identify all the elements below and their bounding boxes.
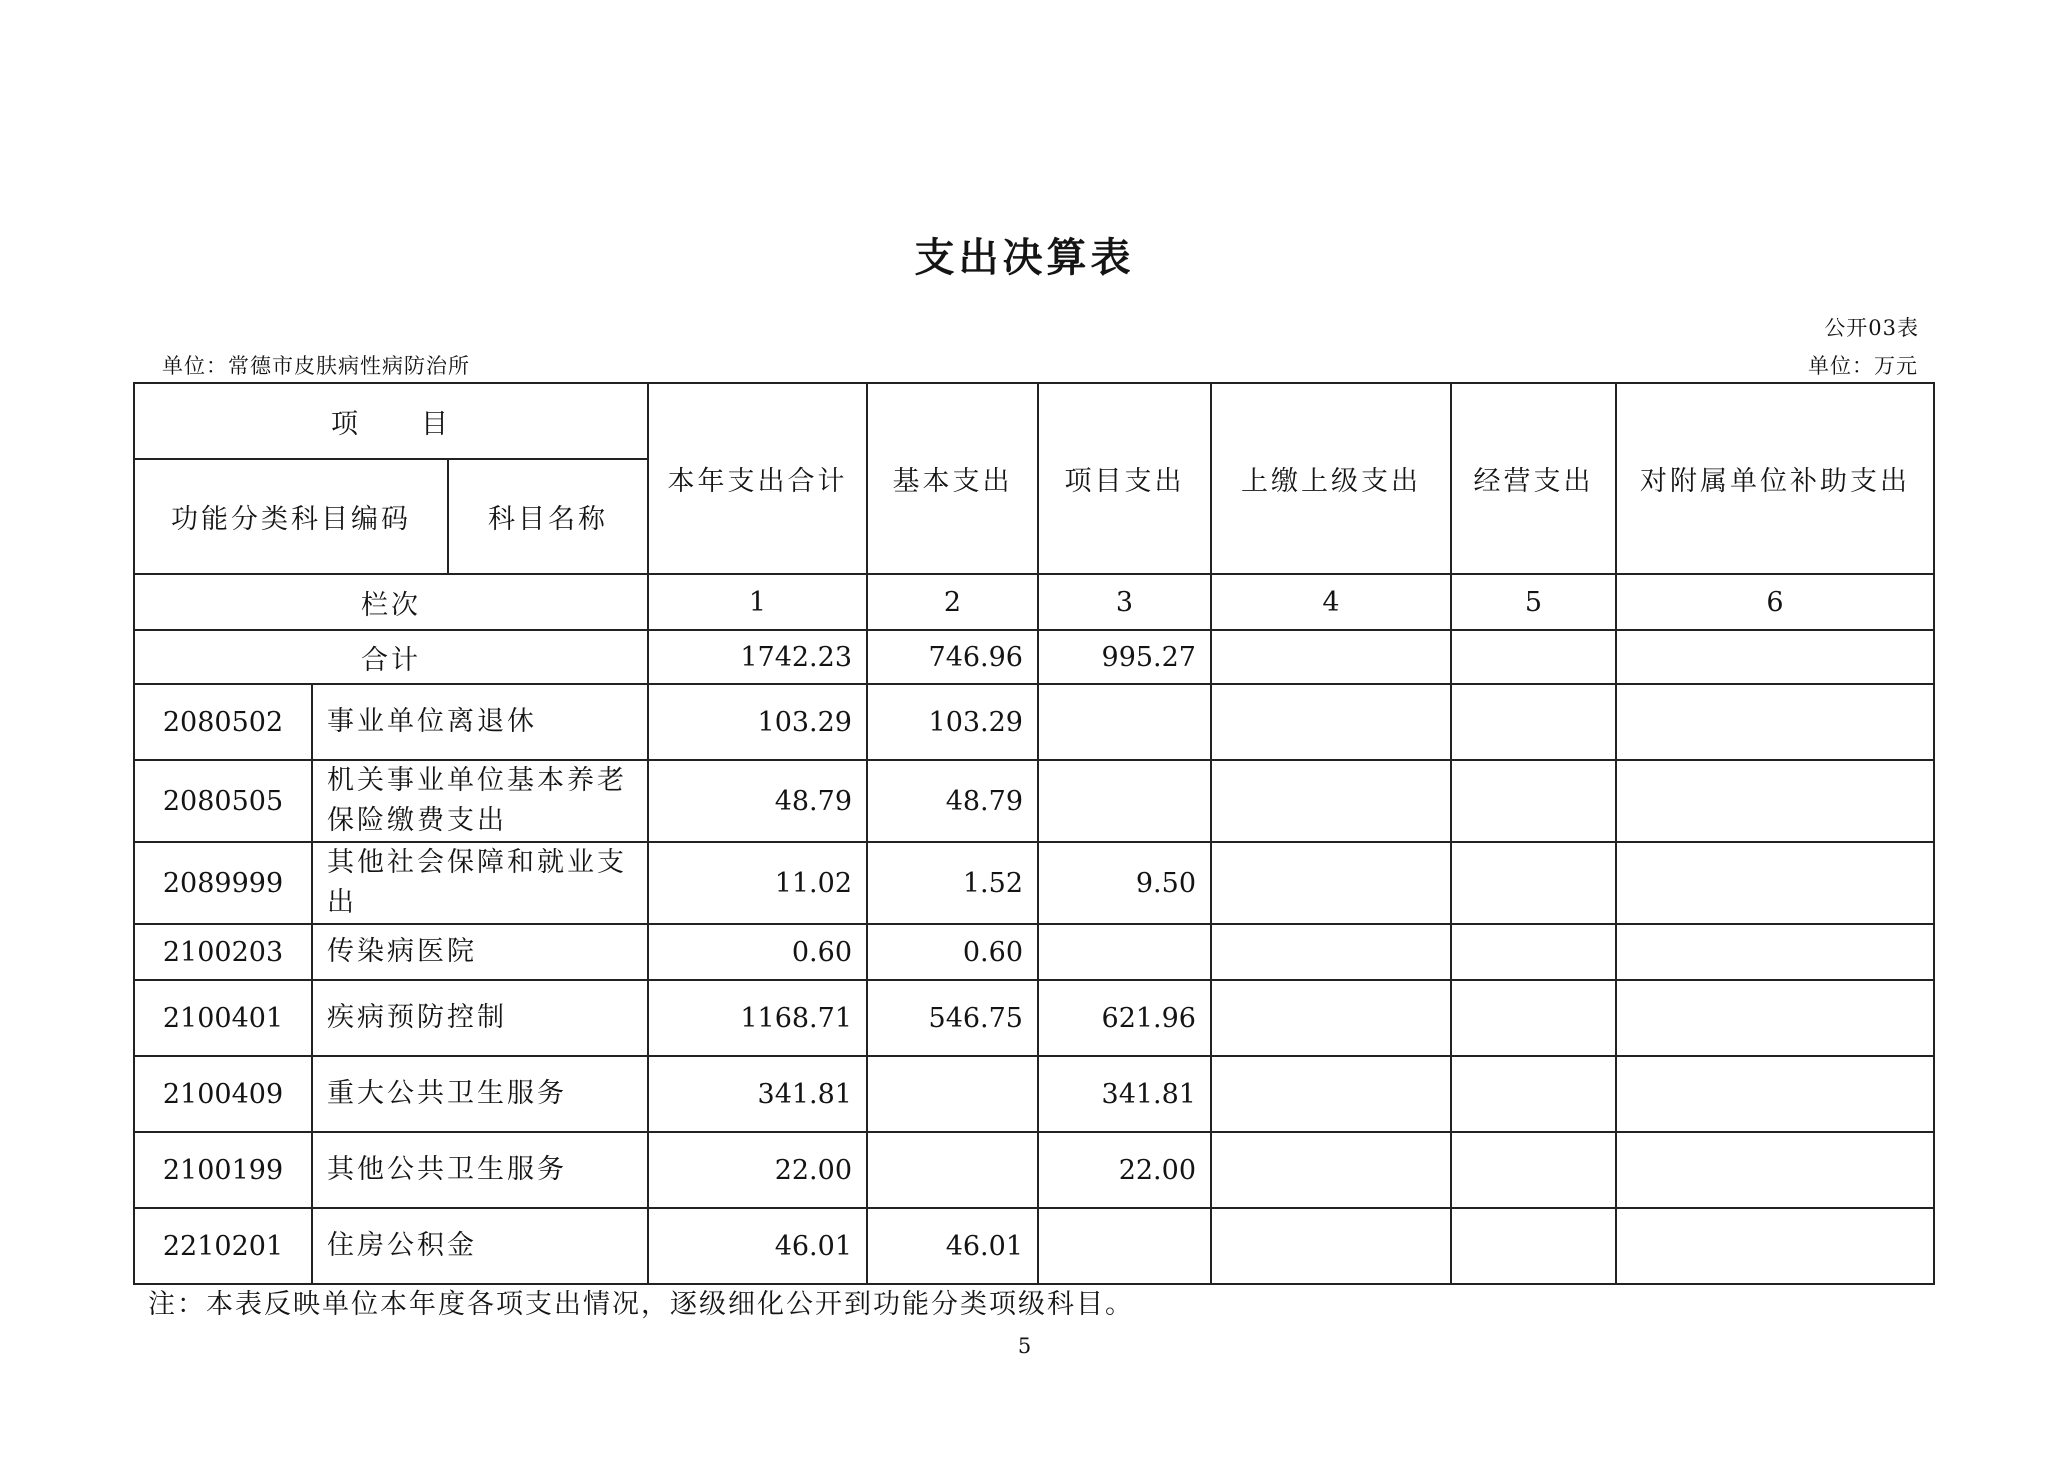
value-col-6	[1616, 842, 1934, 924]
value-col-5	[1451, 760, 1616, 842]
value-col-6	[1616, 980, 1934, 1056]
table-row	[134, 980, 1934, 1056]
value-col-4	[1211, 980, 1451, 1056]
total-value-5	[1451, 630, 1616, 684]
table-row	[134, 1132, 1934, 1208]
header-name: 科目名称	[488, 504, 608, 535]
total-value-4	[1211, 630, 1451, 684]
value-col-4	[1211, 924, 1451, 980]
value-col-4	[1211, 1208, 1451, 1284]
table-row	[134, 1056, 1934, 1132]
subject-name: 事业单位离退休	[312, 684, 648, 760]
form-code: 公开03表	[1824, 316, 1919, 340]
subject-name: 其他公共卫生服务	[312, 1132, 648, 1208]
value-col-2: 1.52	[867, 842, 1038, 924]
header-col6: 对附属单位补助支出	[1616, 383, 1934, 574]
value-col-3: 9.50	[1038, 842, 1211, 924]
subject-name: 机关事业单位基本养老保险缴费支出	[312, 760, 648, 842]
subject-code: 2100199	[134, 1132, 312, 1208]
value-col-1: 103.29	[648, 684, 867, 760]
value-col-1: 11.02	[648, 842, 867, 924]
value-col-4	[1211, 842, 1451, 924]
table-row	[134, 842, 1934, 924]
table-row	[134, 760, 1934, 842]
value-col-5	[1451, 980, 1616, 1056]
value-col-6	[1616, 924, 1934, 980]
value-col-6	[1616, 1132, 1934, 1208]
value-col-2	[867, 1056, 1038, 1132]
column-index-1: 1	[648, 574, 867, 630]
value-col-3	[1038, 1208, 1211, 1284]
value-col-3	[1038, 760, 1211, 842]
header-code: 功能分类科目编码	[135, 460, 449, 573]
header-col4: 上缴上级支出	[1211, 383, 1451, 574]
total-value-1: 1742.23	[648, 630, 867, 684]
subject-name: 住房公积金	[312, 1208, 648, 1284]
subject-code: 2080505	[134, 760, 312, 842]
value-col-2: 546.75	[867, 980, 1038, 1056]
total-value-3: 995.27	[1038, 630, 1211, 684]
unit-currency: 单位：万元	[1808, 354, 1918, 378]
value-col-4	[1211, 760, 1451, 842]
value-col-3: 341.81	[1038, 1056, 1211, 1132]
column-index-label: 栏次	[134, 574, 648, 630]
value-col-5	[1451, 684, 1616, 760]
value-col-6	[1616, 684, 1934, 760]
value-col-5	[1451, 842, 1616, 924]
header-col1: 本年支出合计	[648, 383, 867, 574]
column-index-3: 3	[1038, 574, 1211, 630]
total-label: 合计	[134, 630, 648, 684]
column-index-row	[134, 574, 1934, 630]
table-row	[134, 684, 1934, 760]
value-col-5	[1451, 1132, 1616, 1208]
value-col-3	[1038, 684, 1211, 760]
value-col-2: 0.60	[867, 924, 1038, 980]
value-col-5	[1451, 1056, 1616, 1132]
header-col5: 经营支出	[1451, 383, 1616, 574]
column-index-4: 4	[1211, 574, 1451, 630]
subject-name: 传染病医院	[312, 924, 648, 980]
value-col-1: 1168.71	[648, 980, 867, 1056]
total-value-2: 746.96	[867, 630, 1038, 684]
header-col3: 项目支出	[1038, 383, 1211, 574]
value-col-1: 48.79	[648, 760, 867, 842]
subject-code: 2210201	[134, 1208, 312, 1284]
value-col-2: 103.29	[867, 684, 1038, 760]
value-col-1: 46.01	[648, 1208, 867, 1284]
header-subcells	[134, 459, 648, 574]
value-col-5	[1451, 1208, 1616, 1284]
total-value-6	[1616, 630, 1934, 684]
value-col-6	[1616, 1208, 1934, 1284]
subject-code: 2100409	[134, 1056, 312, 1132]
footnote: 注：本表反映单位本年度各项支出情况，逐级细化公开到功能分类项级科目。	[148, 1289, 1134, 1320]
value-col-4	[1211, 684, 1451, 760]
table-row	[134, 924, 1934, 980]
table-row	[134, 1208, 1934, 1284]
value-col-3	[1038, 924, 1211, 980]
unit-organization: 单位：常德市皮肤病性病防治所	[162, 354, 470, 378]
value-col-1: 22.00	[648, 1132, 867, 1208]
subject-name: 其他社会保障和就业支出	[312, 842, 648, 924]
page-number: 5	[1017, 1334, 1032, 1358]
value-col-4	[1211, 1056, 1451, 1132]
value-col-2: 46.01	[867, 1208, 1038, 1284]
value-col-5	[1451, 924, 1616, 980]
value-col-2: 48.79	[867, 760, 1038, 842]
header-col2: 基本支出	[867, 383, 1038, 574]
total-row	[134, 630, 1934, 684]
subject-name: 疾病预防控制	[312, 980, 648, 1056]
page-title: 支出决算表	[914, 235, 1135, 281]
value-col-2	[867, 1132, 1038, 1208]
header-item: 项 目	[134, 383, 648, 459]
value-col-6	[1616, 1056, 1934, 1132]
value-col-1: 341.81	[648, 1056, 867, 1132]
value-col-6	[1616, 760, 1934, 842]
column-index-2: 2	[867, 574, 1038, 630]
subject-code: 2100401	[134, 980, 312, 1056]
expenditure-table	[133, 382, 1935, 1285]
column-index-5: 5	[1451, 574, 1616, 630]
subject-code: 2100203	[134, 924, 312, 980]
subject-code: 2089999	[134, 842, 312, 924]
subject-name: 重大公共卫生服务	[312, 1056, 648, 1132]
column-index-6: 6	[1616, 574, 1934, 630]
value-col-3: 621.96	[1038, 980, 1211, 1056]
value-col-4	[1211, 1132, 1451, 1208]
value-col-1: 0.60	[648, 924, 867, 980]
subject-code: 2080502	[134, 684, 312, 760]
value-col-3: 22.00	[1038, 1132, 1211, 1208]
